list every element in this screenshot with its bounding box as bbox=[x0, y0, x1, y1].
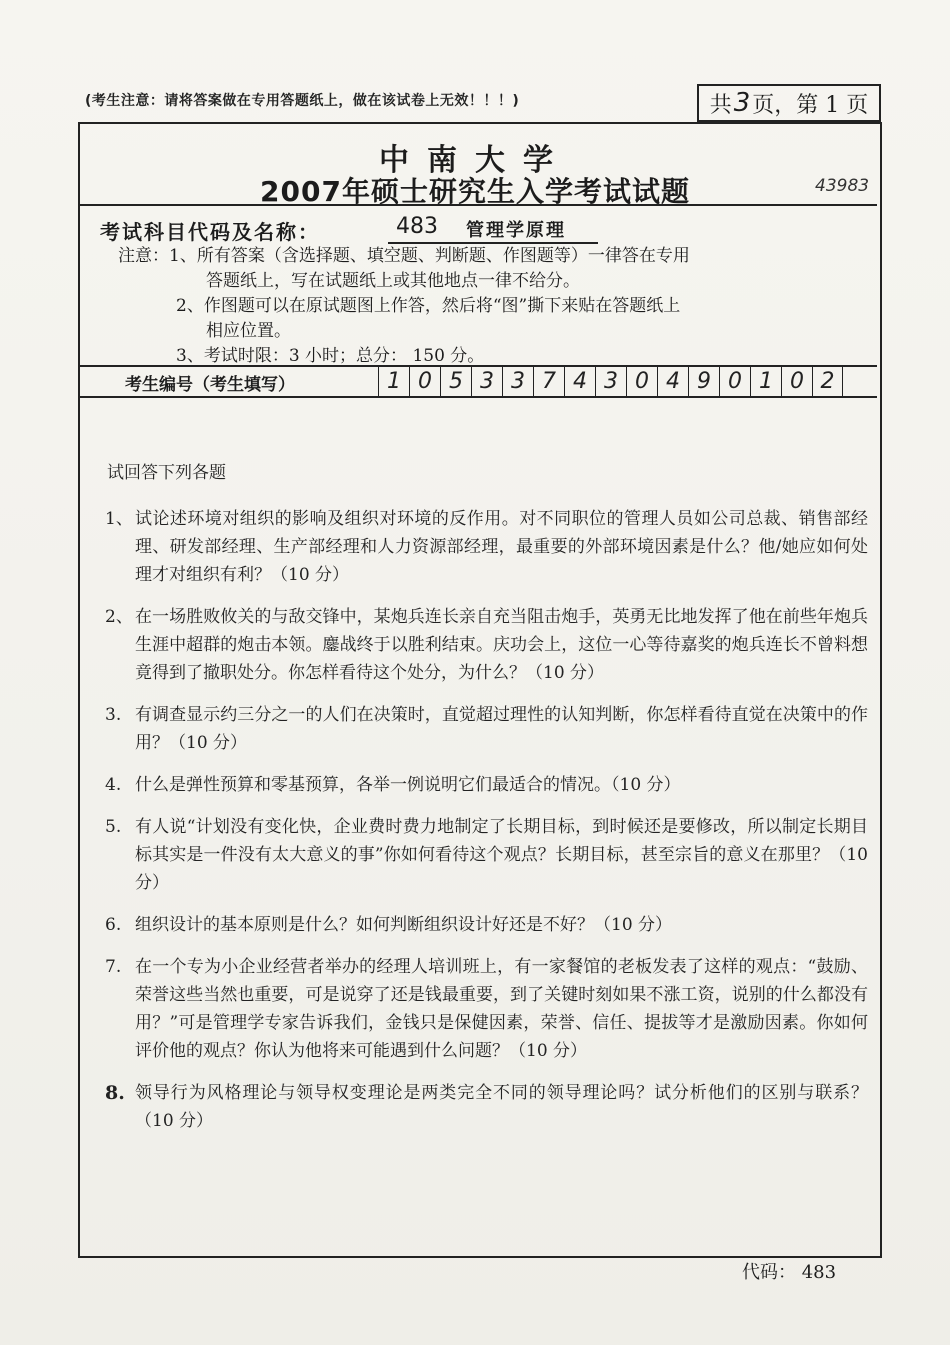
note-line: 相应位置。 bbox=[206, 321, 291, 341]
subject-code: 483 bbox=[396, 214, 438, 239]
candidate-digit: 1 bbox=[750, 365, 781, 397]
question-number: 7. bbox=[105, 957, 122, 977]
footer-code-value: 483 bbox=[801, 1262, 837, 1283]
candidate-digit: 9 bbox=[688, 365, 719, 397]
candidate-digit: 0 bbox=[409, 365, 440, 397]
question-number: 3. bbox=[105, 705, 122, 725]
candidate-digit: 2 bbox=[812, 365, 843, 397]
candidate-digit: 4 bbox=[657, 365, 688, 397]
subject-label: 考试科目代码及名称： bbox=[100, 220, 320, 244]
candidate-digit: 4 bbox=[564, 365, 595, 397]
question-text: 试论述环境对组织的影响及组织对环境的反作用。对不同职位的管理人员如公司总裁、销售部经理、研发部经理、生产部经理和人力资源部经理，最重要的外部环境因素是什么？他/她应如何处理才对组织有利？（10 分） bbox=[135, 509, 868, 585]
page-suffix: 页，第 1 页 bbox=[752, 92, 869, 118]
note-line: 注意：1、所有答案（含选择题、填空题、判断题、作图题等）一律答在专用 bbox=[118, 246, 690, 266]
candidate-number-label: 考生编号（考生填写） bbox=[125, 375, 295, 395]
note-line: 2、作图题可以在原试题图上作答，然后将“图”撕下来贴在答题纸上 bbox=[176, 296, 681, 316]
question-number: 6. bbox=[105, 915, 122, 935]
candidate-digit: 3 bbox=[595, 365, 626, 397]
question-text: 领导行为风格理论与领导权变理论是两类完全不同的领导理论吗？试分析他们的区别与联系？（10 分） bbox=[135, 1083, 868, 1131]
candidate-digit: 3 bbox=[502, 365, 533, 397]
candidate-digit: 0 bbox=[626, 365, 657, 397]
candidate-digit: 7 bbox=[533, 365, 564, 397]
question-number: 4. bbox=[105, 775, 122, 795]
note-line: 3、考试时限：3 小时；总分： 150 分。 bbox=[176, 346, 485, 366]
question-item bbox=[103, 701, 868, 757]
title-divider bbox=[80, 204, 877, 206]
question-item bbox=[103, 953, 868, 1065]
question-item bbox=[103, 603, 868, 687]
question-item bbox=[103, 771, 868, 799]
candidate-number-cells bbox=[378, 365, 843, 397]
question-text: 组织设计的基本原则是什么？如何判断组织设计好还是不好？（10 分） bbox=[135, 915, 673, 935]
question-item bbox=[103, 813, 868, 897]
paper-code: 43983 bbox=[815, 176, 870, 196]
candidate-digit: 0 bbox=[781, 365, 812, 397]
candidate-digit: 3 bbox=[471, 365, 502, 397]
candidate-digit: 1 bbox=[378, 365, 409, 397]
section-intro: 试回答下列各题 bbox=[107, 463, 226, 483]
page-indicator bbox=[697, 84, 881, 122]
page-total: 3 bbox=[733, 88, 751, 118]
question-item bbox=[103, 911, 868, 939]
question-section bbox=[103, 458, 868, 1149]
question-number: 2、 bbox=[105, 607, 133, 627]
university-name: 中南大学 bbox=[379, 143, 571, 178]
footer-code-label: 代码： bbox=[742, 1262, 796, 1283]
candidate-notice: (考生注意：请将答案做在专用答题纸上，做在该试卷上无效！！！) bbox=[85, 93, 520, 109]
exam-notes bbox=[118, 244, 690, 369]
question-item bbox=[103, 1079, 868, 1135]
footer-code bbox=[742, 1258, 836, 1284]
question-text: 有人说“计划没有变化快，企业费时费力地制定了长期目标，到时候还是要修改，所以制定长期目标其实是一件没有太大意义的事”你如何看待这个观点？长期目标，甚至宗旨的意义在那里？（10 分） bbox=[135, 817, 868, 893]
exam-title: 2007年硕士研究生入学考试试题 bbox=[260, 175, 690, 208]
question-text: 在一个专为小企业经营者举办的经理人培训班上，有一家餐馆的老板发表了这样的观点：“鼓励、荣誉这些当然也重要，可是说穿了还是钱最重要，到了关键时刻如果不涨工资，说别的什么都没有用？”可是管理学专家告诉我们，金钱只是保健因素，荣誉、信任、提拔等才是激励因素。你如何评价他的观点？你认为他将来可能遇到什么问题？（10 分） bbox=[135, 957, 868, 1061]
candidate-digit: 0 bbox=[719, 365, 750, 397]
question-number: 1、 bbox=[105, 509, 133, 529]
note-line: 答题纸上，写在试题纸上或其他地点一律不给分。 bbox=[206, 271, 580, 291]
question-text: 有调查显示约三分之一的人们在决策时，直觉超过理性的认知判断，你怎样看待直觉在决策中的作用？（10 分） bbox=[135, 705, 868, 753]
subject-name: 管理学原理 bbox=[466, 220, 566, 241]
id-row-bottom-rule bbox=[80, 396, 877, 398]
question-item bbox=[103, 505, 868, 589]
question-text: 什么是弹性预算和零基预算，各举一例说明它们最适合的情况。（10 分） bbox=[135, 775, 681, 795]
question-number: 8. bbox=[105, 1082, 125, 1104]
page-prefix: 共 bbox=[709, 92, 732, 118]
question-number: 5. bbox=[105, 817, 122, 837]
question-text: 在一场胜败攸关的与敌交锋中，某炮兵连长亲自充当阻击炮手，英勇无比地发挥了他在前些年炮兵生涯中超群的炮击本领。鏖战终于以胜利结束。庆功会上，这位一心等待嘉奖的炮兵连长不曾料想竟得到了撤职处分。你怎样看待这个处分，为什么？（10 分） bbox=[135, 607, 868, 683]
candidate-digit: 5 bbox=[440, 365, 471, 397]
